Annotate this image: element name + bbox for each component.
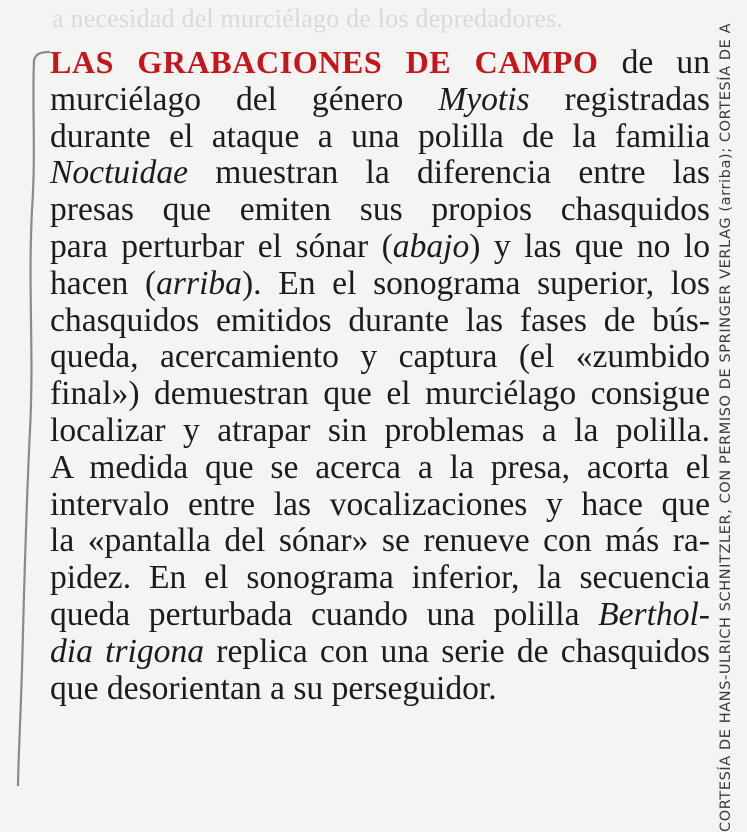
caption-line <box>50 523 710 560</box>
caption-text: final») demuestran que el murciélago consigue <box>50 375 710 413</box>
caption-line <box>50 303 710 340</box>
caption-text: durante el ataque a una polilla de la familia <box>50 117 710 155</box>
caption-line <box>50 82 710 119</box>
caption-line <box>50 450 710 487</box>
italic-term: arriba <box>156 264 242 302</box>
caption-line <box>50 229 710 266</box>
caption-line <box>50 339 710 376</box>
caption-text: pidez. En el sonograma inferior, la secuencia <box>50 559 710 597</box>
caption-text: de un <box>598 44 710 81</box>
photo-credit <box>710 0 742 832</box>
caption-line <box>50 192 710 229</box>
caption-text: queda perturbada cuando una polilla <box>50 595 599 633</box>
caption-text: queda, acercamiento y captura (el «zumbido <box>50 338 710 376</box>
caption-line <box>50 413 710 450</box>
caption-text: chasquidos emitidos durante las fases de bús- <box>50 301 710 339</box>
italic-term: abajo <box>392 227 470 265</box>
caption-text: registradas <box>529 80 710 118</box>
caption-text: intervalo entre las vocalizaciones y hace que <box>50 485 710 523</box>
caption-text: localizar y atrapar sin problemas a la polilla. <box>50 411 710 449</box>
caption-line <box>50 634 710 671</box>
italic-term: dia trigona <box>50 632 205 670</box>
italic-term: Berthol- <box>598 595 710 633</box>
caption-text: hacen ( <box>50 264 157 302</box>
caption-line <box>50 44 710 82</box>
caption-line <box>50 266 710 303</box>
caption-line <box>50 597 710 634</box>
caption-text: que desorientan a su perseguidor. <box>50 669 497 707</box>
caption-text: A medida que se acerca a la presa, acorta el <box>50 448 710 486</box>
caption-line <box>50 376 710 413</box>
caption-line <box>50 487 710 524</box>
caption-text: muestran la diferencia entre las <box>188 154 710 192</box>
caption-text: murciélago del género <box>50 80 439 118</box>
caption-text: presas que emiten sus propios chasquidos <box>50 191 710 229</box>
caption-line <box>50 119 710 156</box>
caption-line <box>50 155 710 192</box>
margin-bracket-line <box>10 50 50 788</box>
caption-text: replica con una serie de chasquidos <box>204 632 711 670</box>
caption-text: la «pantalla del sónar» se renueve con más ra- <box>50 522 710 560</box>
figure-caption <box>50 44 710 707</box>
caption-lead-heading: LAS GRABACIONES DE CAMPO <box>50 44 599 80</box>
caption-text: para perturbar el sónar ( <box>50 227 393 265</box>
caption-line <box>50 671 710 708</box>
caption-text: ) y las que no lo <box>469 227 710 265</box>
bleed-through-text: a necesidad del murciélago de los depredadores. <box>52 4 564 33</box>
caption-line <box>50 560 710 597</box>
italic-term: Myotis <box>438 80 530 118</box>
photo-credit-text: CORTESÍA DE HANS-ULRICH SCHNITZLER, CON PERMISO DE SPRINGER VERLAG (arriba); CORTESÍA DE A <box>718 22 734 832</box>
caption-text: ). En el sonograma superior, los <box>241 264 710 302</box>
italic-term: Noctuidae <box>50 154 189 192</box>
